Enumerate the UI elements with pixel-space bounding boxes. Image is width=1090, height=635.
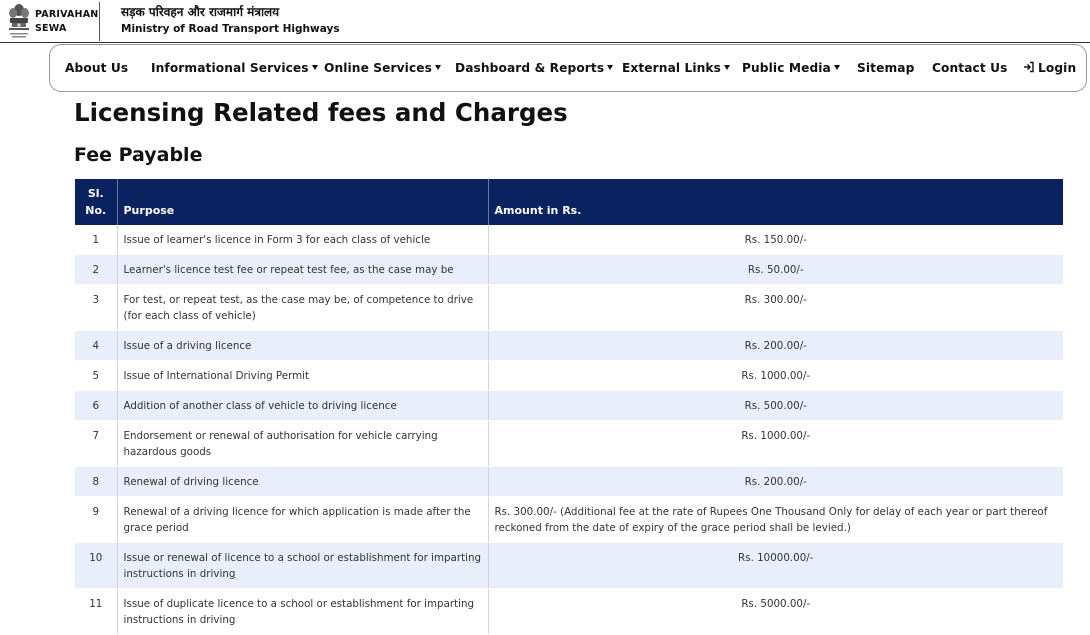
cell-amount: Rs. 10000.00/- <box>488 543 1063 589</box>
nav-label: Sitemap <box>857 61 915 75</box>
table-row <box>75 285 1063 331</box>
brand-name[interactable] <box>35 8 98 36</box>
nav-public-media[interactable] <box>742 61 840 75</box>
cell-sl-no: 1 <box>75 225 117 255</box>
cell-amount: Rs. 150.00/- <box>488 225 1063 255</box>
nav-label: Online Services <box>324 61 432 75</box>
nav-online-services[interactable] <box>324 61 441 75</box>
nav-external-links[interactable] <box>622 61 730 75</box>
nav-label: External Links <box>622 61 721 75</box>
header-divider <box>99 2 100 41</box>
column-header-purpose: Purpose <box>117 179 488 225</box>
cell-sl-no: 9 <box>75 497 117 543</box>
table-row <box>75 331 1063 361</box>
nav-informational-services[interactable] <box>151 61 318 75</box>
table-row <box>75 421 1063 467</box>
national-emblem-icon[interactable] <box>6 2 32 40</box>
cell-amount: Rs. 1000.00/- <box>488 361 1063 391</box>
header-sl-line1: Sl. <box>87 187 104 200</box>
cell-purpose: Learner's licence test fee or repeat test fee, as the case may be <box>117 255 488 285</box>
cell-sl-no: 6 <box>75 391 117 421</box>
section-title: Fee Payable <box>74 144 203 166</box>
cell-purpose: Addition of another class of vehicle to driving licence <box>117 391 488 421</box>
nav-label: About Us <box>65 61 129 75</box>
cell-sl-no: 10 <box>75 543 117 589</box>
cell-purpose: Issue or renewal of licence to a school or establishment for imparting instructions in driving <box>117 543 488 589</box>
nav-login[interactable] <box>1023 61 1076 76</box>
table-row <box>75 225 1063 255</box>
cell-amount: Rs. 300.00/- <box>488 285 1063 331</box>
cell-sl-no: 7 <box>75 421 117 467</box>
cell-purpose: Issue of International Driving Permit <box>117 361 488 391</box>
table-row <box>75 589 1063 635</box>
cell-sl-no: 11 <box>75 589 117 635</box>
caret-down-icon <box>435 65 441 70</box>
cell-amount: Rs. 500.00/- <box>488 391 1063 421</box>
nav-about-us[interactable] <box>65 61 128 75</box>
cell-amount: Rs. 5000.00/- <box>488 589 1063 635</box>
main-navigation <box>49 44 1087 92</box>
cell-purpose: Renewal of a driving licence for which application is made after the grace period <box>117 497 488 543</box>
cell-amount: Rs. 200.00/- <box>488 467 1063 497</box>
cell-amount: Rs. 50.00/- <box>488 255 1063 285</box>
ministry-name-english: Ministry of Road Transport Highways <box>121 23 340 35</box>
header-sl-line2: No. <box>85 204 107 217</box>
cell-purpose: Endorsement or renewal of authorisation for vehicle carrying hazardous goods <box>117 421 488 467</box>
cell-purpose: Issue of learner's licence in Form 3 for each class of vehicle <box>117 225 488 255</box>
login-icon <box>1023 61 1035 76</box>
brand-line-2: SEWA <box>35 23 67 34</box>
nav-dashboard-reports[interactable] <box>455 61 613 75</box>
cell-purpose: For test, or repeat test, as the case may be, of competence to drive (for each class of vehicle) <box>117 285 488 331</box>
cell-sl-no: 4 <box>75 331 117 361</box>
nav-label: Dashboard & Reports <box>455 61 605 75</box>
table-row <box>75 543 1063 589</box>
cell-purpose: Renewal of driving licence <box>117 467 488 497</box>
cell-sl-no: 2 <box>75 255 117 285</box>
column-header-amount: Amount in Rs. <box>488 179 1063 225</box>
table-row <box>75 255 1063 285</box>
caret-down-icon <box>724 65 730 70</box>
cell-purpose: Issue of duplicate licence to a school or establishment for imparting instructions in driving <box>117 589 488 635</box>
page-title: Licensing Related fees and Charges <box>74 98 568 127</box>
cell-amount: Rs. 1000.00/- <box>488 421 1063 467</box>
ministry-name-hindi: सड़क परिवहन और राजमार्ग मंत्रालय <box>121 5 280 19</box>
brand-line-1: PARIVAHAN <box>35 9 99 20</box>
nav-sitemap[interactable] <box>857 61 914 75</box>
table-row <box>75 361 1063 391</box>
cell-sl-no: 3 <box>75 285 117 331</box>
cell-amount: Rs. 200.00/- <box>488 331 1063 361</box>
table-row <box>75 497 1063 543</box>
caret-down-icon <box>834 65 840 70</box>
cell-sl-no: 5 <box>75 361 117 391</box>
caret-down-icon <box>607 65 613 70</box>
nav-label: Contact Us <box>932 61 1008 75</box>
nav-contact-us[interactable] <box>932 61 1008 75</box>
site-header <box>0 0 1090 43</box>
caret-down-icon <box>312 65 318 70</box>
column-header-sl-no <box>75 179 117 225</box>
cell-sl-no: 8 <box>75 467 117 497</box>
table-header-row <box>75 179 1063 225</box>
header-rule <box>0 42 1090 43</box>
nav-label: Login <box>1038 61 1077 75</box>
nav-label: Informational Services <box>151 61 309 75</box>
table-row <box>75 391 1063 421</box>
nav-label: Public Media <box>742 61 831 75</box>
cell-purpose: Issue of a driving licence <box>117 331 488 361</box>
table-row <box>75 467 1063 497</box>
cell-amount: Rs. 300.00/- (Additional fee at the rate of Rupees One Thousand Only for delay of each year or part thereof reckoned from the date of expiry of the grace period shall be levied.) <box>488 497 1063 543</box>
fee-table <box>75 179 1063 635</box>
